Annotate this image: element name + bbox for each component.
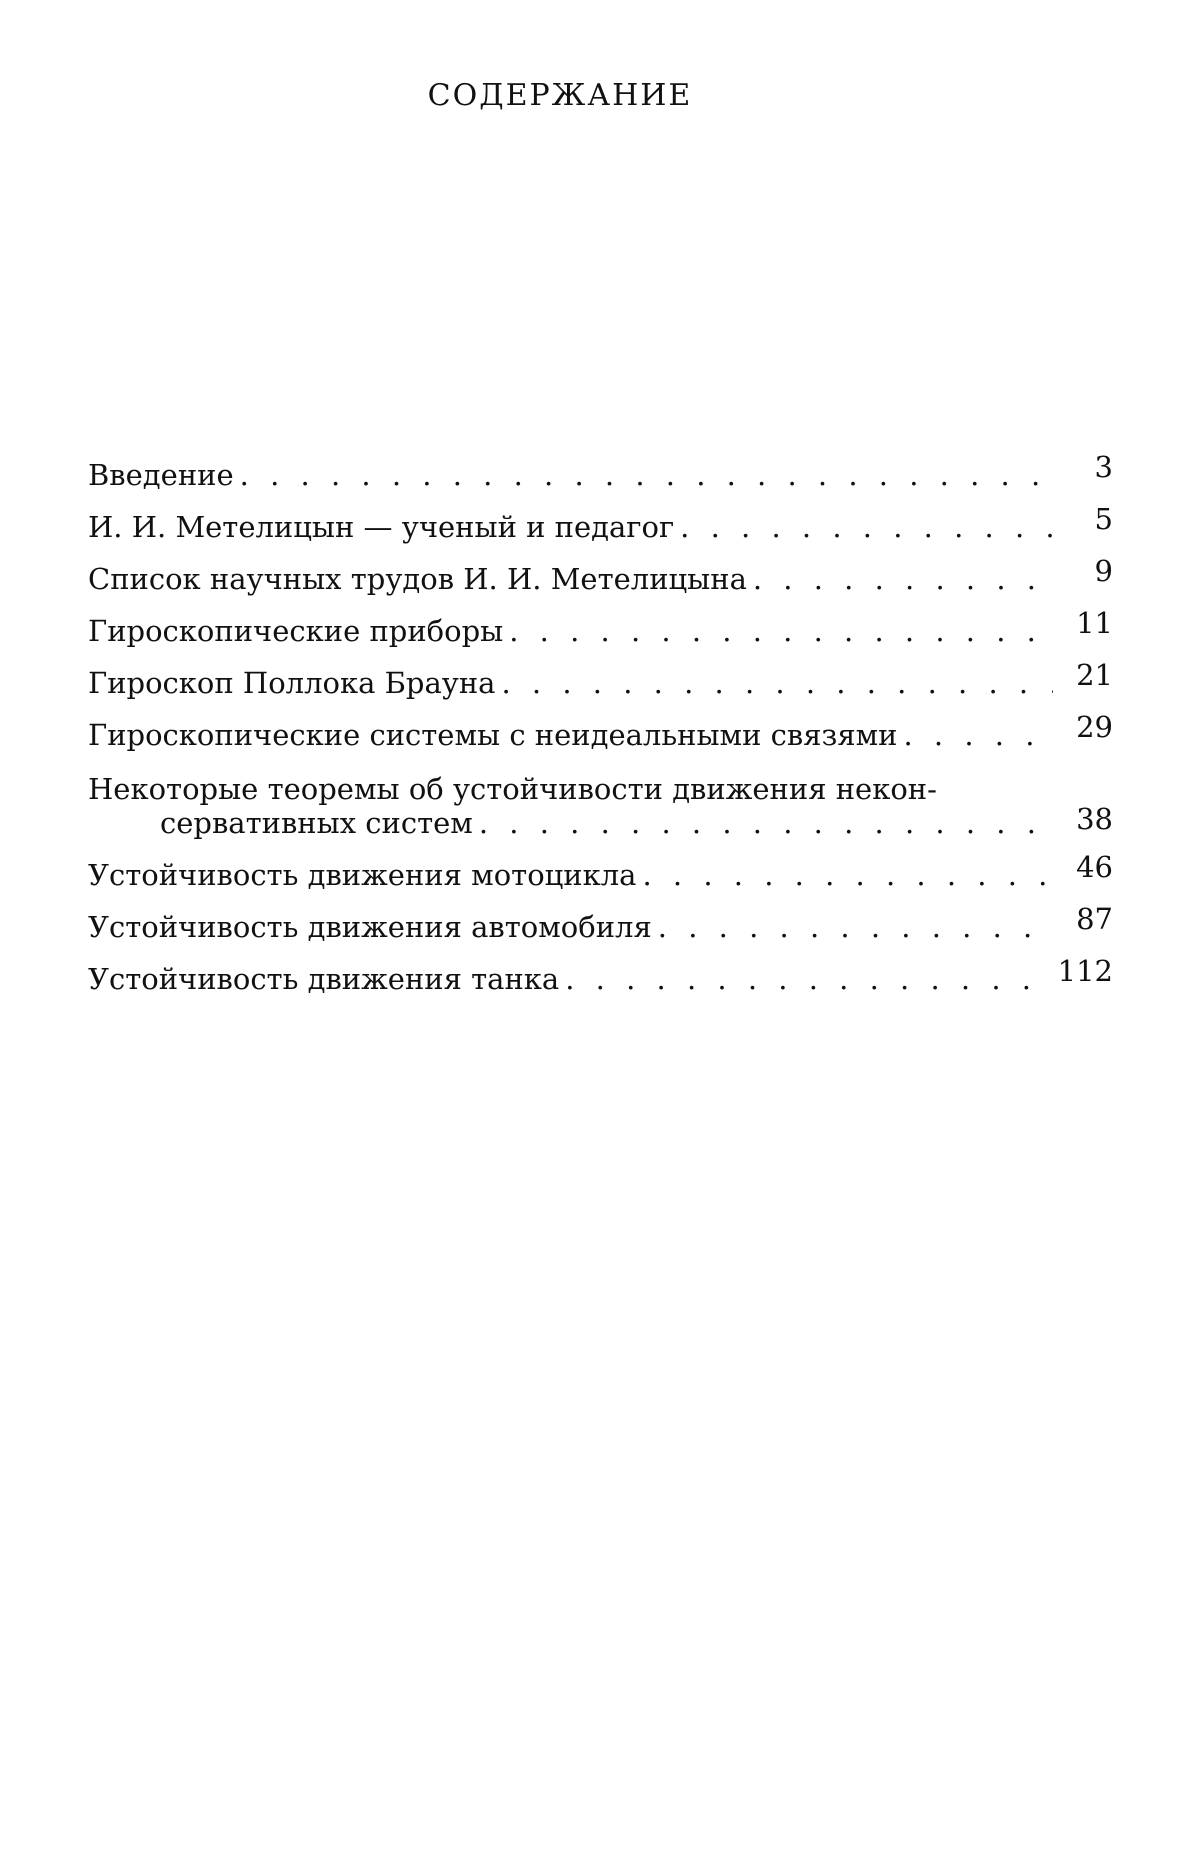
toc-entry-label-line2: сервативных систем [160,806,473,840]
toc-entry-gyro-instruments[interactable] [88,596,1113,648]
toc-entry-page: 87 [1076,902,1113,936]
toc-entry-label: Гироскоп Поллока Брауна [88,666,496,700]
toc-entry-label: И. И. Метелицын — ученый и педагог [88,510,675,544]
toc-entry-metelitsyn-scientist[interactable] [88,492,1113,544]
toc-entry-label: Устойчивость движения мотоцикла [88,858,637,892]
toc-entry-label: Устойчивость движения автомобиля [88,910,652,944]
toc-entry-label: Введение [88,458,234,492]
toc-entry-page: 5 [1094,502,1113,536]
toc-entry-page: 11 [1076,606,1113,640]
toc-entry-label-line1: Некоторые теоремы об устойчивости движения некон- [88,772,937,806]
dot-leader [473,806,1053,840]
dot-leader [234,458,1053,492]
dot-leader [636,858,1053,892]
toc-entry-introduction[interactable] [88,440,1113,492]
toc-entry-gyro-systems[interactable] [88,700,1113,752]
toc-entry-page: 38 [1076,802,1113,836]
toc-entry-page: 3 [1094,450,1113,484]
toc-entry-label: Гироскопические приборы [88,614,504,648]
dot-leader [495,666,1053,700]
dot-leader [898,718,1054,752]
toc-entry-page: 9 [1094,554,1113,588]
dot-leader [747,562,1053,596]
toc-entry-label: Список научных трудов И. И. Метелицына [88,562,747,596]
toc-entry-pollock-brown-gyro[interactable] [88,648,1113,700]
table-of-contents [88,440,1113,996]
toc-entry-motorcycle-stability[interactable] [88,840,1113,892]
toc-entry-label: Устойчивость движения танка [88,962,560,996]
toc-entry-stability-theorems[interactable] [88,752,1113,840]
toc-entry-works-list[interactable] [88,544,1113,596]
toc-entry-label: Гироскопические системы с неидеальными связями [88,718,898,752]
toc-entry-automobile-stability[interactable] [88,892,1113,944]
dot-leader [559,962,1053,996]
toc-entry-page: 112 [1057,954,1113,988]
toc-entry-page: 46 [1076,850,1113,884]
toc-entry-page: 21 [1076,658,1113,692]
contents-title: СОДЕРЖАНИЕ [427,78,693,113]
toc-entry-tank-stability[interactable] [88,944,1113,996]
toc-entry-page: 29 [1076,710,1113,744]
dot-leader [503,614,1053,648]
dot-leader [652,910,1053,944]
dot-leader [674,510,1053,544]
